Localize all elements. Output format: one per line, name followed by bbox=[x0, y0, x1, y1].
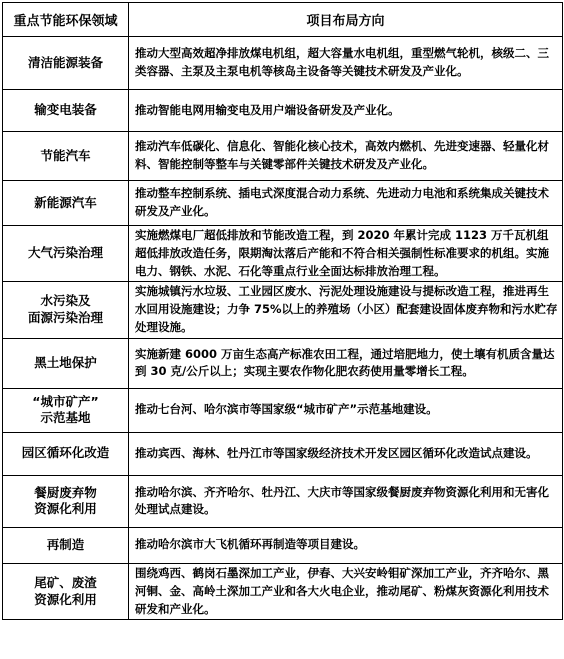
row-direction: 实施城镇污水垃圾、工业园区废水、污泥处理设施建设与提标改造工程，推进再生水回用设施建设；力争 75%以上的养殖场（小区）配套建设固体废弃物和污水贮存处理设施。 bbox=[129, 282, 563, 338]
row-area: 新能源汽车 bbox=[3, 181, 129, 226]
table-row bbox=[3, 282, 563, 338]
row-direction: 实施燃煤电厂超低排放和节能改造工程，到 2020 年累计完成 1123 万千瓦机组超低排放改造任务，限期淘汰落后产能和不符合相关强制性标准要求的机组。实施电力、钢铁、水泥、石化等重点行业全面达标排放治理工程。 bbox=[129, 226, 563, 282]
row-direction: 推动宾西、海林、牡丹江市等国家级经济技术开发区园区循环化改造试点建设。 bbox=[129, 432, 563, 475]
row-area: 节能汽车 bbox=[3, 132, 129, 181]
row-area bbox=[3, 563, 129, 619]
row-direction: 推动智能电网用输变电及用户端设备研发及产业化。 bbox=[129, 90, 563, 132]
table-row bbox=[3, 181, 563, 226]
table-row bbox=[3, 37, 563, 90]
table-row bbox=[3, 132, 563, 181]
table-row bbox=[3, 527, 563, 563]
table-row bbox=[3, 475, 563, 527]
row-area-line: 资源化利用 bbox=[34, 591, 97, 607]
row-area-line: 尾矿、废渣 bbox=[34, 574, 97, 590]
row-direction: 围绕鸡西、鹤岗石墨深加工产业，伊春、大兴安岭钼矿深加工产业，齐齐哈尔、黑河铜、金、高岭土深加工产业和各大火电企业，推动尾矿、粉煤灰资源化利用技术研发和产业化。 bbox=[129, 563, 563, 619]
row-area-line: 资源化利用 bbox=[34, 501, 97, 517]
header-area: 重点节能环保领域 bbox=[3, 3, 129, 37]
row-area-line: 水污染及 bbox=[40, 293, 91, 309]
table-row bbox=[3, 563, 563, 619]
table-row bbox=[3, 338, 563, 388]
row-area bbox=[3, 282, 129, 338]
row-direction: 推动哈尔滨市大飞机循环再制造等项目建设。 bbox=[129, 527, 563, 563]
table-row bbox=[3, 226, 563, 282]
row-direction: 实施新建 6000 万亩生态高产标准农田工程，通过培肥地力，使土壤有机质含量达到 30 克/公斤以上；实现主要农作物化肥农药使用量零增长工程。 bbox=[129, 338, 563, 388]
table-row bbox=[3, 432, 563, 475]
row-area: 输变电装备 bbox=[3, 90, 129, 132]
row-direction: 推动汽车低碳化、信息化、智能化核心技术，高效内燃机、先进变速器、轻量化材料、智能控制等整车与关键零部件关键技术研发及产业化。 bbox=[129, 132, 563, 181]
table-row bbox=[3, 388, 563, 432]
row-direction: 推动大型高效超净排放煤电机组，超大容量水电机组，重型燃气轮机，核级二、三类容器、主泵及主泵电机等核岛主设备等关键技术研发及产业化。 bbox=[129, 37, 563, 90]
row-area-line: 面源污染治理 bbox=[27, 310, 103, 326]
table-header-row bbox=[3, 3, 563, 37]
row-area: 园区循环化改造 bbox=[3, 432, 129, 475]
table-row bbox=[3, 90, 563, 132]
row-area: 清洁能源装备 bbox=[3, 37, 129, 90]
row-area-line: 餐厨废弃物 bbox=[34, 484, 97, 500]
row-area bbox=[3, 475, 129, 527]
row-direction: 推动哈尔滨、齐齐哈尔、牡丹江、大庆市等国家级餐厨废弃物资源化利用和无害化处理试点建设。 bbox=[129, 475, 563, 527]
row-direction: 推动整车控制系统、插电式深度混合动力系统、先进动力电池和系统集成关键技术研发及产业化。 bbox=[129, 181, 563, 226]
row-area-line: “城市矿产” bbox=[32, 393, 99, 409]
header-direction: 项目布局方向 bbox=[129, 3, 563, 37]
table-body bbox=[3, 37, 563, 620]
planning-table bbox=[2, 2, 563, 620]
row-area-line: 示范基地 bbox=[40, 410, 91, 426]
row-direction: 推动七台河、哈尔滨市等国家级“城市矿产”示范基地建设。 bbox=[129, 388, 563, 432]
row-area bbox=[3, 388, 129, 432]
row-area: 黑土地保护 bbox=[3, 338, 129, 388]
row-area: 大气污染治理 bbox=[3, 226, 129, 282]
row-area: 再制造 bbox=[3, 527, 129, 563]
